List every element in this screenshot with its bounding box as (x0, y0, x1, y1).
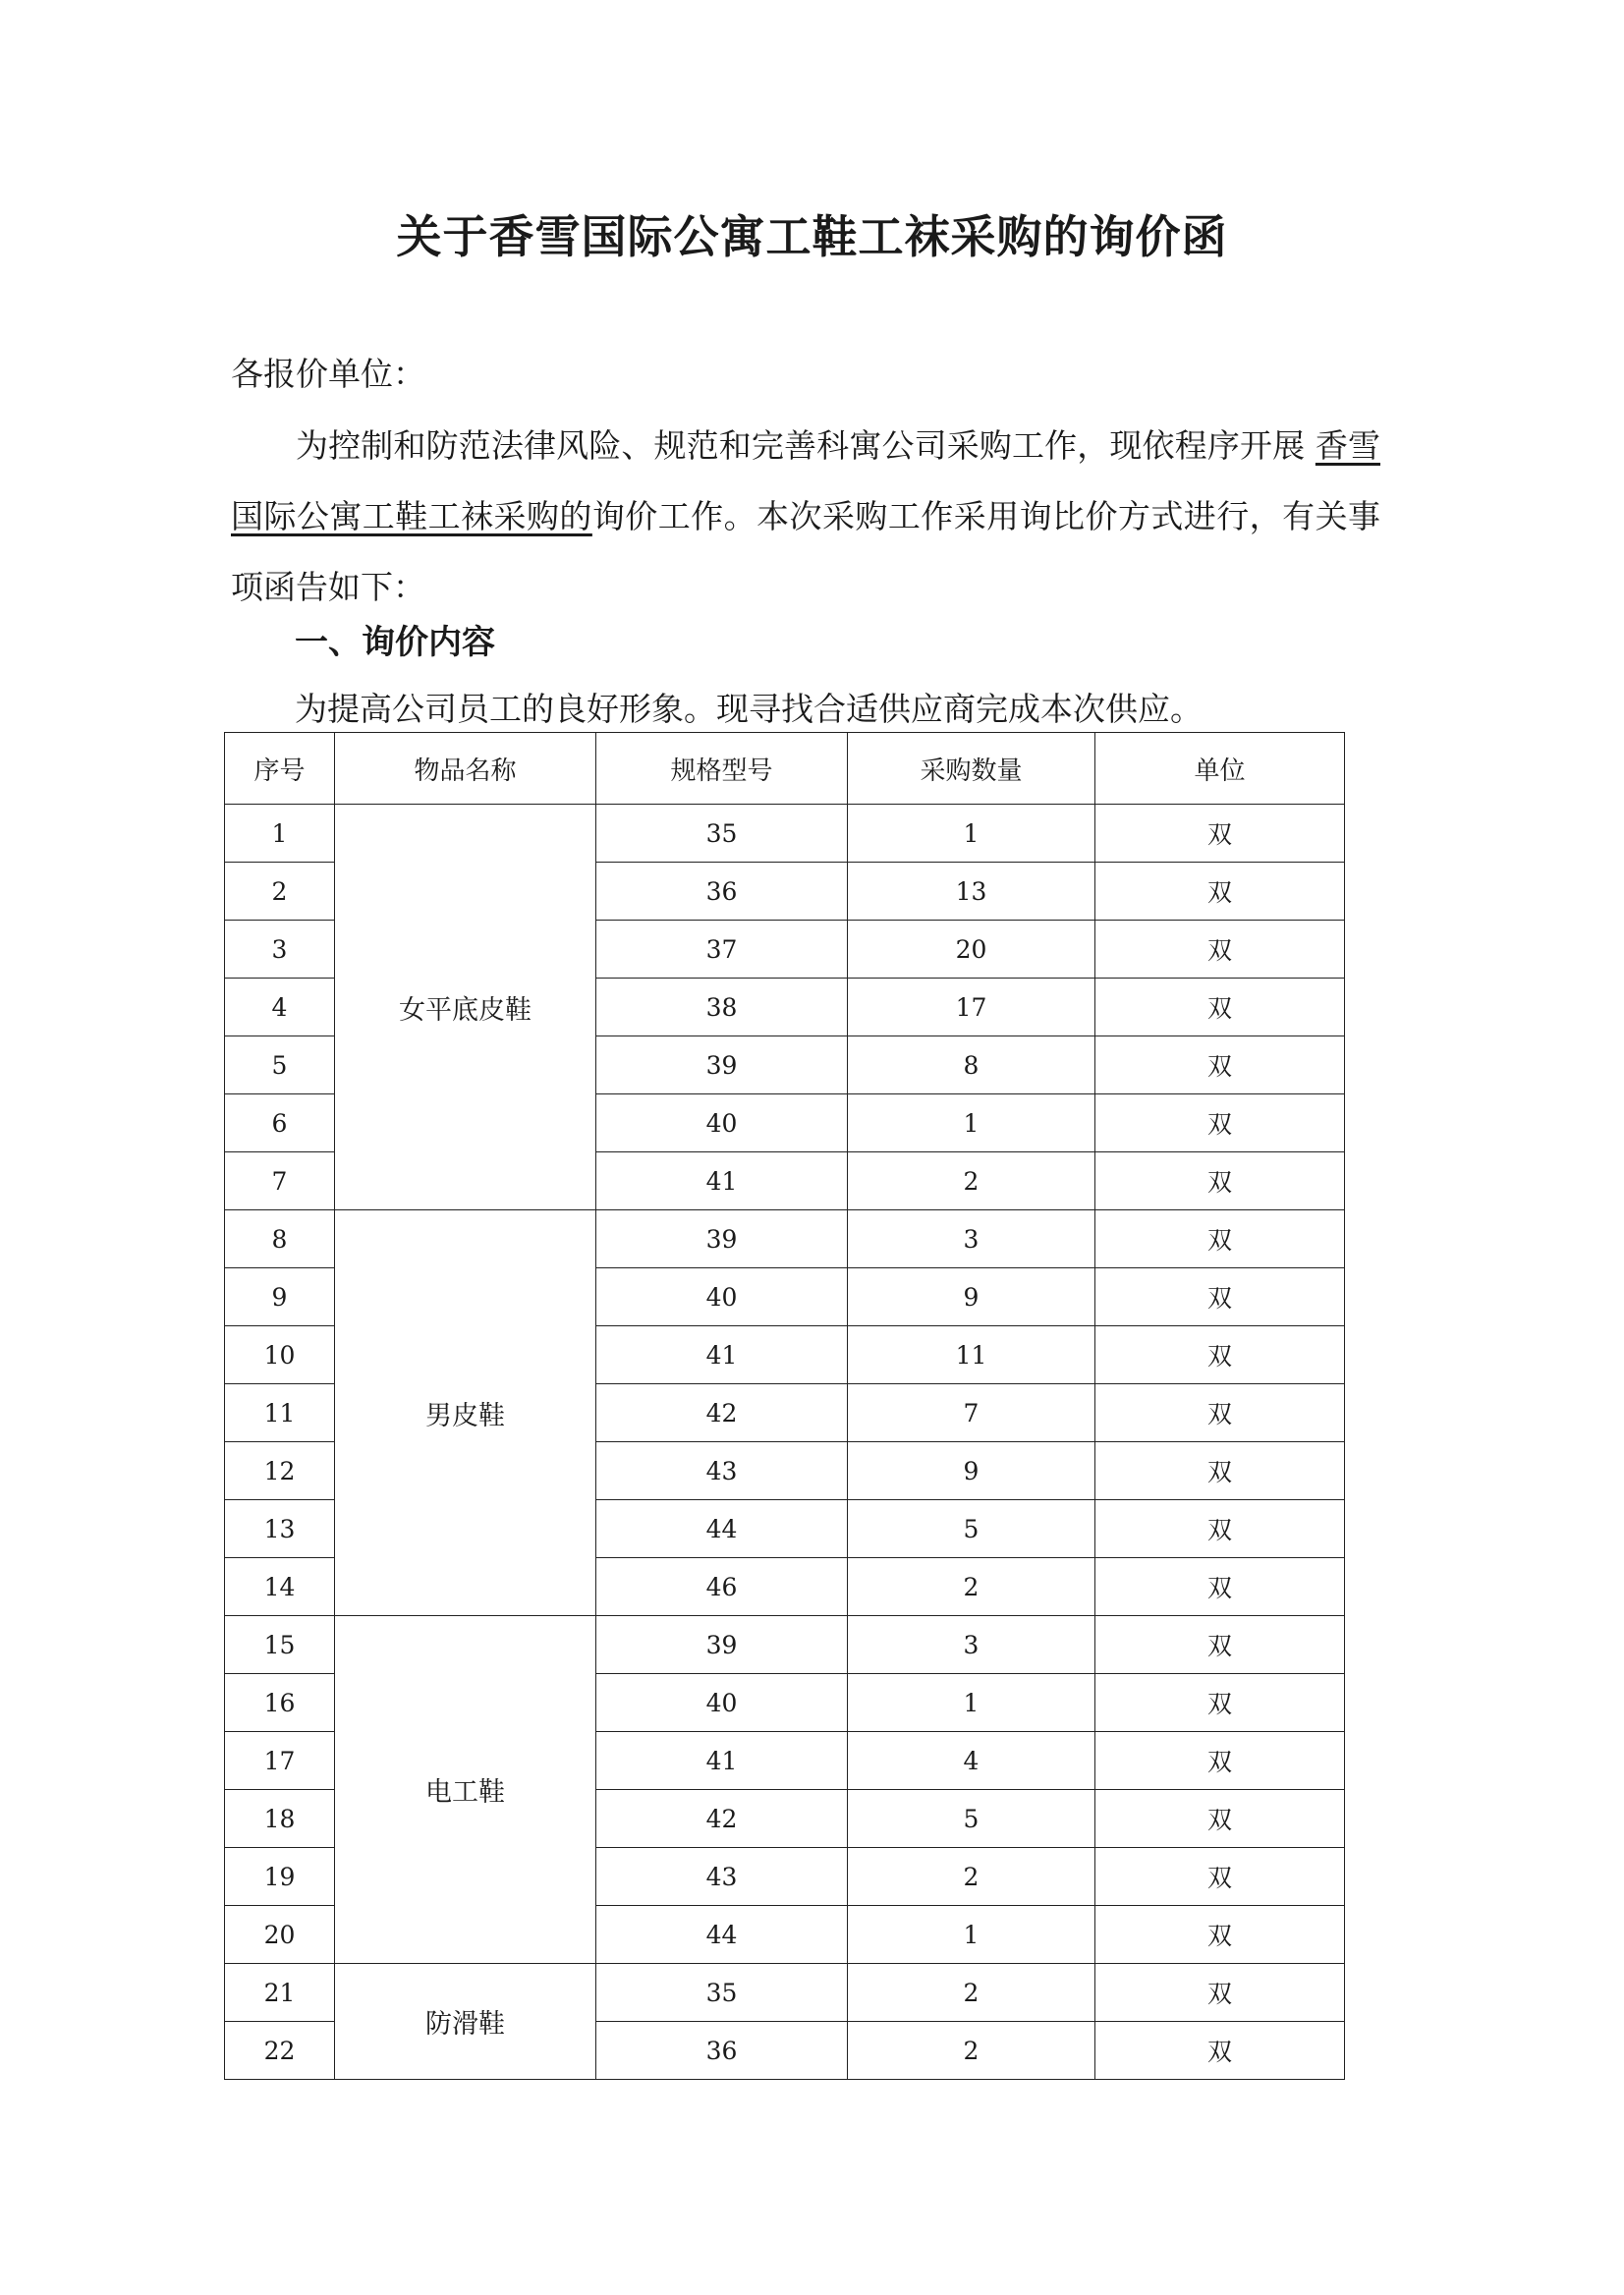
intro-text-after: 询价工作。本次采购工作采用询比价方式进行，有关事项函告如下： (231, 497, 1381, 606)
cell-index: 12 (225, 1442, 335, 1500)
cell-index: 22 (225, 2022, 335, 2080)
table-header-row (225, 733, 1345, 805)
cell-index: 10 (225, 1326, 335, 1384)
cell-unit: 双 (1095, 1674, 1345, 1732)
cell-spec: 39 (596, 1616, 848, 1674)
cell-index: 16 (225, 1674, 335, 1732)
cell-index: 17 (225, 1732, 335, 1790)
cell-unit: 双 (1095, 1268, 1345, 1326)
cell-spec: 35 (596, 1964, 848, 2022)
cell-quantity: 5 (848, 1790, 1095, 1848)
cell-unit: 双 (1095, 1848, 1345, 1906)
header-cell-unit: 单位 (1095, 733, 1345, 805)
cell-spec: 41 (596, 1732, 848, 1790)
cell-unit: 双 (1095, 1790, 1345, 1848)
cell-spec: 43 (596, 1442, 848, 1500)
cell-index: 18 (225, 1790, 335, 1848)
cell-spec: 42 (596, 1790, 848, 1848)
cell-unit: 双 (1095, 1036, 1345, 1094)
cell-spec: 40 (596, 1674, 848, 1732)
cell-unit: 双 (1095, 1210, 1345, 1268)
cell-quantity: 2 (848, 1964, 1095, 2022)
cell-quantity: 17 (848, 979, 1095, 1036)
cell-quantity: 7 (848, 1384, 1095, 1442)
cell-spec: 38 (596, 979, 848, 1036)
section-heading-inquiry-content: 一、询价内容 (295, 623, 495, 662)
cell-index: 14 (225, 1558, 335, 1616)
cell-unit: 双 (1095, 1094, 1345, 1152)
procurement-table (224, 732, 1345, 2080)
cell-quantity: 2 (848, 1152, 1095, 1210)
cell-index: 2 (225, 863, 335, 921)
cell-unit: 双 (1095, 2022, 1345, 2080)
cell-unit: 双 (1095, 1152, 1345, 1210)
cell-quantity: 4 (848, 1732, 1095, 1790)
cell-spec: 36 (596, 2022, 848, 2080)
cell-unit: 双 (1095, 921, 1345, 979)
cell-spec: 44 (596, 1906, 848, 1964)
cell-unit: 双 (1095, 1500, 1345, 1558)
cell-index: 4 (225, 979, 335, 1036)
cell-spec: 40 (596, 1268, 848, 1326)
cell-unit: 双 (1095, 1732, 1345, 1790)
cell-spec: 39 (596, 1036, 848, 1094)
cell-quantity: 3 (848, 1616, 1095, 1674)
header-cell-quantity: 采购数量 (848, 733, 1095, 805)
cell-index: 7 (225, 1152, 335, 1210)
cell-spec: 44 (596, 1500, 848, 1558)
cell-unit: 双 (1095, 1326, 1345, 1384)
cell-index: 19 (225, 1848, 335, 1906)
cell-index: 13 (225, 1500, 335, 1558)
cell-quantity: 20 (848, 921, 1095, 979)
cell-quantity: 9 (848, 1442, 1095, 1500)
cell-unit: 双 (1095, 805, 1345, 863)
cell-index: 11 (225, 1384, 335, 1442)
cell-index: 20 (225, 1906, 335, 1964)
cell-quantity: 8 (848, 1036, 1095, 1094)
cell-item-name: 女平底皮鞋 (335, 805, 596, 1210)
table-body (225, 805, 1345, 2080)
cell-quantity: 11 (848, 1326, 1095, 1384)
intro-text-before: 为控制和防范法律风险、规范和完善科寓公司采购工作，现依程序开展 (296, 426, 1306, 465)
cell-unit: 双 (1095, 1442, 1345, 1500)
cell-index: 5 (225, 1036, 335, 1094)
cell-unit: 双 (1095, 1906, 1345, 1964)
cell-spec: 35 (596, 805, 848, 863)
cell-spec: 42 (596, 1384, 848, 1442)
cell-spec: 41 (596, 1326, 848, 1384)
cell-quantity: 1 (848, 1674, 1095, 1732)
page-title: 关于香雪国际公寓工鞋工袜采购的询价函 (396, 210, 1228, 263)
cell-item-name: 电工鞋 (335, 1616, 596, 1964)
cell-quantity: 1 (848, 805, 1095, 863)
intro-paragraph (231, 411, 1380, 623)
cell-unit: 双 (1095, 1384, 1345, 1442)
table-row (225, 1964, 1345, 2022)
cell-unit: 双 (1095, 1616, 1345, 1674)
table-row (225, 1210, 1345, 1268)
cell-quantity: 13 (848, 863, 1095, 921)
cell-quantity: 2 (848, 1848, 1095, 1906)
section-text: 为提高公司员工的良好形象。现寻找合适供应商完成本次供应。 (295, 690, 1203, 728)
cell-unit: 双 (1095, 1964, 1345, 2022)
cell-quantity: 5 (848, 1500, 1095, 1558)
cell-index: 21 (225, 1964, 335, 2022)
header-cell-item-name: 物品名称 (335, 733, 596, 805)
cell-item-name: 男皮鞋 (335, 1210, 596, 1616)
cell-quantity: 3 (848, 1210, 1095, 1268)
cell-index: 1 (225, 805, 335, 863)
cell-quantity: 1 (848, 1094, 1095, 1152)
cell-spec: 41 (596, 1152, 848, 1210)
cell-item-name: 防滑鞋 (335, 1964, 596, 2080)
intro-project-name: 香雪国际公寓工鞋工袜采购的 (231, 426, 1381, 535)
cell-spec: 37 (596, 921, 848, 979)
cell-quantity: 2 (848, 1558, 1095, 1616)
cell-index: 3 (225, 921, 335, 979)
cell-spec: 36 (596, 863, 848, 921)
header-cell-index: 序号 (225, 733, 335, 805)
cell-spec: 39 (596, 1210, 848, 1268)
cell-unit: 双 (1095, 1558, 1345, 1616)
cell-index: 15 (225, 1616, 335, 1674)
salutation: 各报价单位： (231, 355, 425, 393)
cell-spec: 46 (596, 1558, 848, 1616)
cell-quantity: 1 (848, 1906, 1095, 1964)
cell-index: 6 (225, 1094, 335, 1152)
cell-spec: 40 (596, 1094, 848, 1152)
header-cell-spec: 规格型号 (596, 733, 848, 805)
cell-spec: 43 (596, 1848, 848, 1906)
cell-index: 8 (225, 1210, 335, 1268)
table-row (225, 805, 1345, 863)
cell-index: 9 (225, 1268, 335, 1326)
cell-quantity: 2 (848, 2022, 1095, 2080)
cell-unit: 双 (1095, 979, 1345, 1036)
cell-quantity: 9 (848, 1268, 1095, 1326)
table-row (225, 1616, 1345, 1674)
cell-unit: 双 (1095, 863, 1345, 921)
